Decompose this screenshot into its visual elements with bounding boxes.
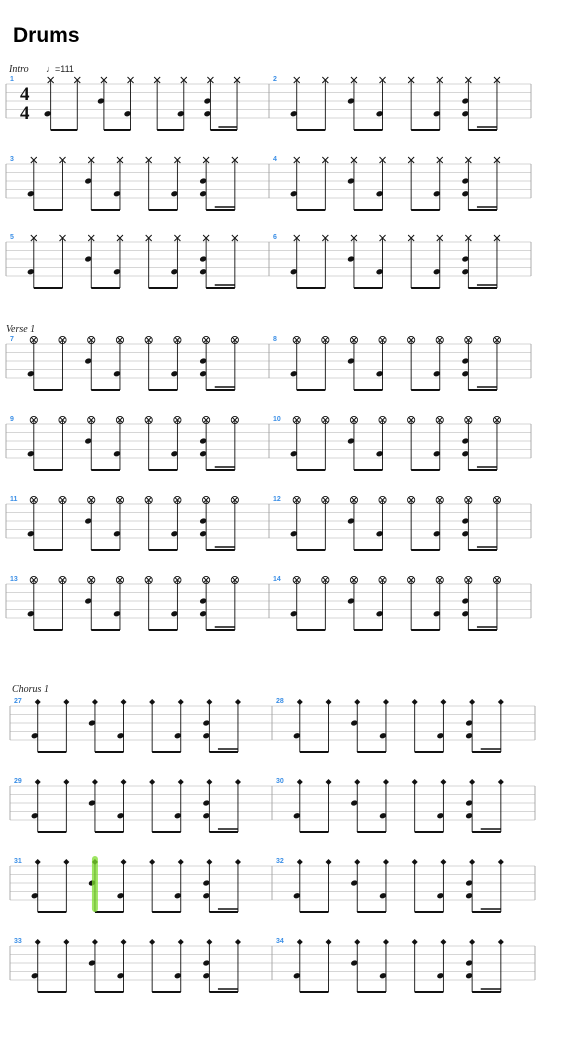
- section-label: Intro: [9, 64, 29, 75]
- bar-number: 10: [273, 416, 281, 423]
- bar-number: 30: [276, 778, 284, 785]
- bar-number: 2: [273, 76, 277, 83]
- staff-system: [10, 856, 535, 912]
- staff-system: [6, 416, 531, 470]
- bar-number: 29: [14, 778, 22, 785]
- bar-number: 31: [14, 858, 22, 865]
- section-verse-1: [6, 324, 531, 630]
- staff-system: [6, 76, 531, 130]
- bar-number: 13: [10, 576, 18, 583]
- tempo-value: =111: [55, 64, 74, 74]
- song-title: Drums: [13, 24, 80, 47]
- bar-number: 8: [273, 336, 277, 343]
- bar-number: 3: [10, 156, 14, 163]
- time-signature-top: 4: [20, 84, 30, 105]
- bar-number: 6: [273, 234, 277, 241]
- bar-number: 34: [276, 938, 284, 945]
- staff-system: [6, 496, 531, 550]
- bar-number: 33: [14, 938, 22, 945]
- staff-system: [10, 698, 535, 752]
- section-label: Chorus 1: [12, 684, 49, 695]
- bar-number: 1: [10, 76, 14, 83]
- bar-number: 32: [276, 858, 284, 865]
- bar-number: 7: [10, 336, 14, 343]
- staff-system: [10, 778, 535, 832]
- bar-number: 28: [276, 698, 284, 705]
- quarter-note-icon: ♩: [46, 64, 55, 74]
- section-chorus-1: [10, 684, 535, 992]
- bar-number: 9: [10, 416, 14, 423]
- staff-system: [6, 576, 531, 630]
- time-signature-bottom: 4: [20, 103, 30, 124]
- bar-number: 27: [14, 698, 22, 705]
- bar-number: 14: [273, 576, 281, 583]
- playback-cursor: [92, 856, 98, 912]
- section-label: Verse 1: [6, 324, 36, 335]
- section-intro: [6, 64, 531, 288]
- bar-number: 4: [273, 156, 277, 163]
- staff-system: [6, 234, 531, 288]
- staff-system: [6, 156, 531, 210]
- staff-system: [6, 336, 531, 390]
- measure-31: [14, 856, 241, 912]
- staff-system: [10, 938, 535, 992]
- bar-number: 12: [273, 496, 281, 503]
- bar-number: 11: [10, 496, 18, 503]
- bar-number: 5: [10, 234, 14, 241]
